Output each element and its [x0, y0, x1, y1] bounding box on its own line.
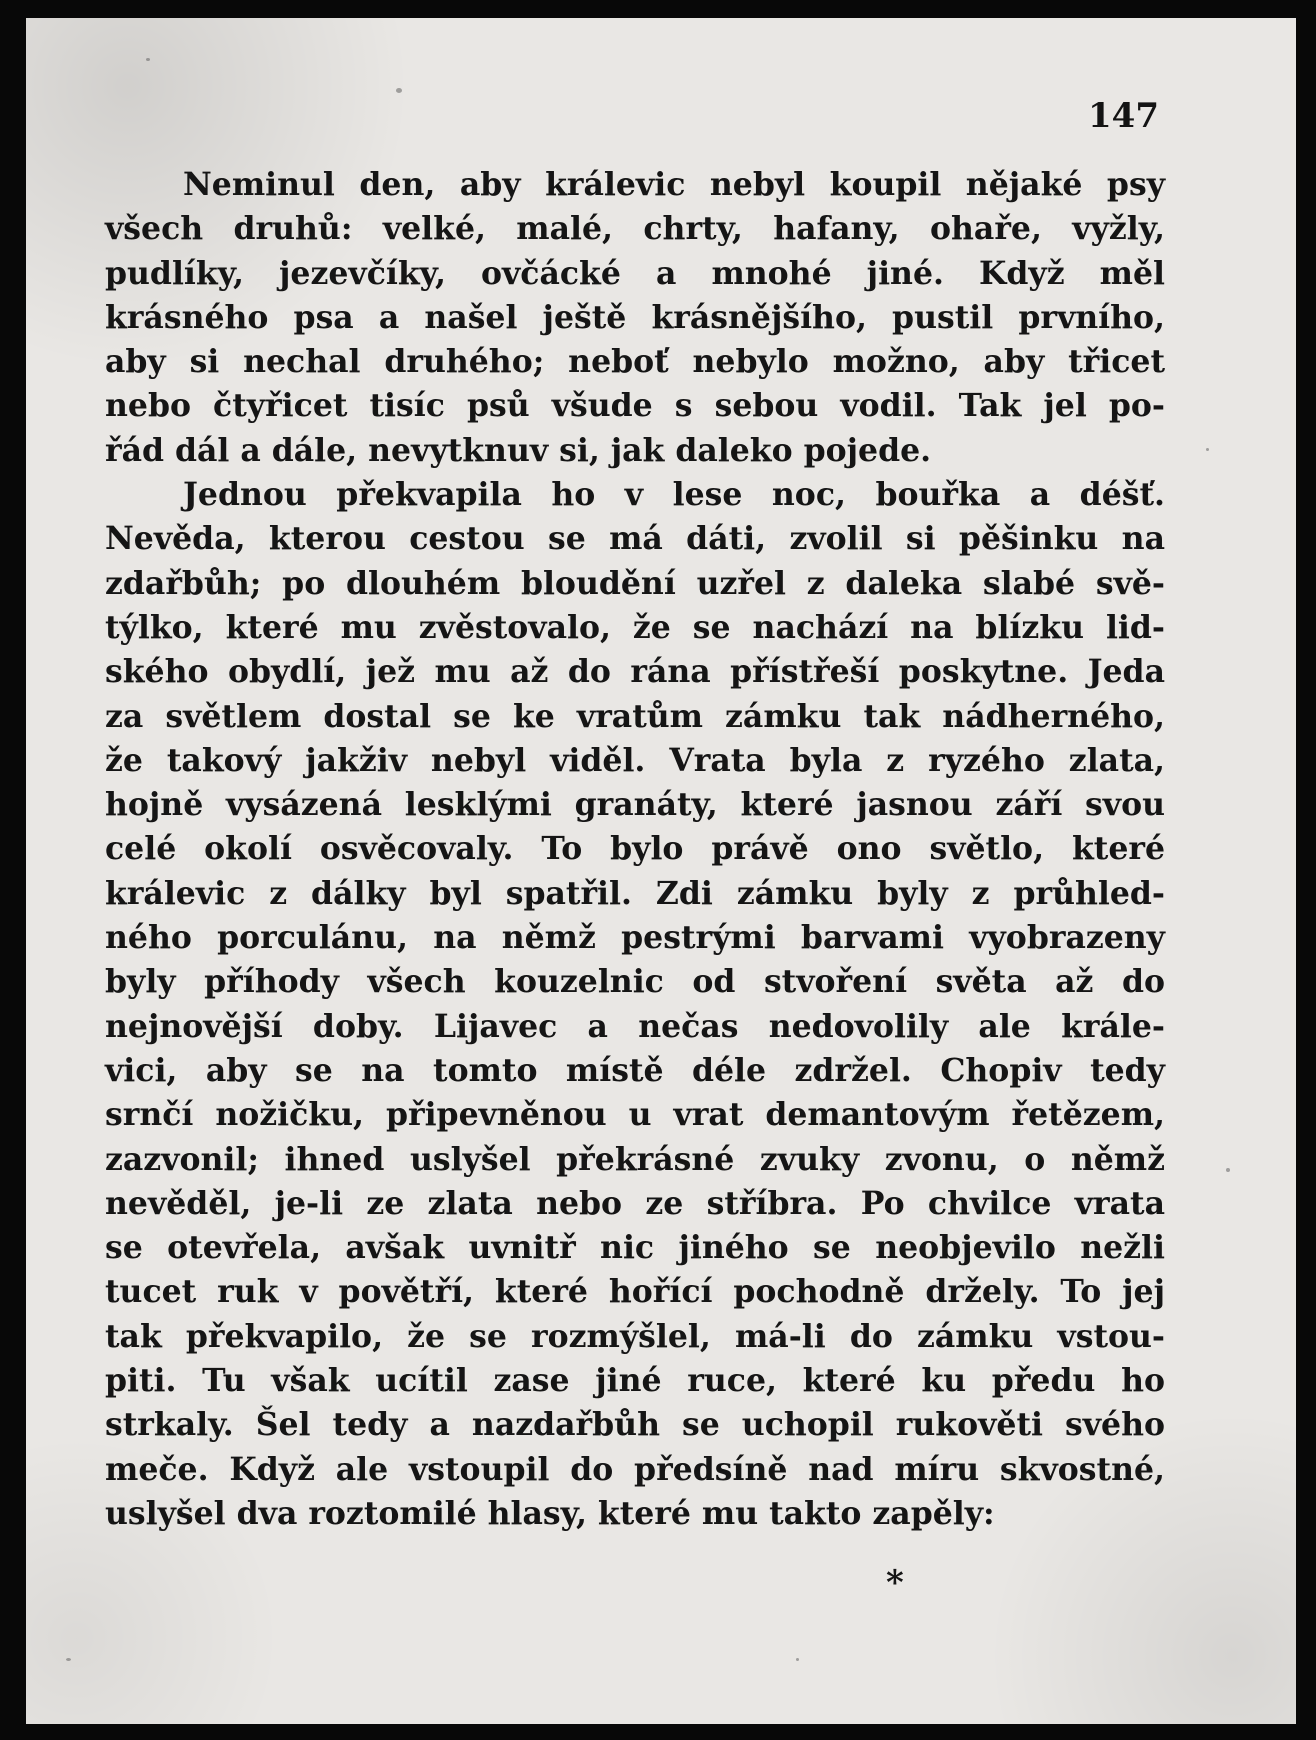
text-line: nevěděl, je-li ze zlata nebo ze stříbra. Po chvilce vrata: [105, 1184, 1165, 1222]
scan-speck: [66, 1658, 71, 1661]
scan-speck: [796, 1658, 799, 1661]
scan-speck: [1226, 1168, 1230, 1172]
page-number: 147: [1088, 96, 1159, 136]
text-line: Jednou překvapila ho v lese noc, bouřka a déšť.: [183, 476, 1165, 514]
scan-speck: [396, 88, 402, 93]
text-line: Neminul den, aby králevic nebyl koupil nějaké psy: [183, 166, 1165, 203]
text-line: ského obydlí, jež mu až do rána přístřeší poskytne. Jeda: [105, 653, 1165, 691]
text-line: krásného psa a našel ještě krásnějšího, pustil prvního,: [105, 298, 1165, 336]
text-line: ného porculánu, na němž pestrými barvami vyobrazeny: [105, 919, 1165, 957]
text-line: meče. Když ale vstoupil do předsíně nad míru skvostné,: [105, 1450, 1165, 1488]
text-line: vici, aby se na tomto místě déle zdržel. Chopiv tedy: [105, 1051, 1165, 1089]
text-line: že takový jakživ nebyl viděl. Vrata byla z ryzého zlata,: [105, 741, 1165, 779]
text-line: aby si nechal druhého; neboť nebylo možno, aby třicet: [105, 343, 1165, 381]
text-line: celé okolí osvěcovaly. To bylo právě ono světlo, které: [105, 830, 1165, 868]
text-line: hojně vysázená lesklými granáty, které jasnou září svou: [105, 786, 1165, 824]
text-line: nebo čtyřicet tisíc psů všude s sebou vodil. Tak jel po-: [105, 387, 1165, 425]
text-line: řád dál a dále, nevytknuv si, jak daleko pojede.: [105, 431, 932, 469]
body-text: [105, 163, 1165, 1536]
text-line: se otevřela, avšak uvnitř nic jiného se neobjevilo nežli: [105, 1229, 1165, 1267]
text-line: byly příhody všech kouzelnic od stvoření světa až do: [105, 963, 1165, 1001]
footer-asterisk: *: [886, 1563, 904, 1603]
text-line: za světlem dostal se ke vratům zámku tak nádherného,: [105, 697, 1165, 735]
text-line: tucet ruk v povětří, které hořící pochodně držely. To jej: [105, 1273, 1165, 1311]
text-line: týlko, které mu zvěstovalo, že se nachází na blízku lid-: [105, 608, 1165, 646]
text-line: všech druhů: velké, malé, chrty, hafany, ohaře, vyžly,: [105, 210, 1165, 248]
text-line: králevic z dálky byl spatřil. Zdi zámku byly z průhled-: [105, 874, 1165, 912]
book-page: [26, 18, 1296, 1724]
text-line: piti. Tu však ucítil zase jiné ruce, které ku předu ho: [105, 1362, 1165, 1400]
text-line: srnčí nožičku, připevněnou u vrat demantovým řetězem,: [105, 1096, 1165, 1134]
text-line: nejnovější doby. Lijavec a nečas nedovolily ale krále-: [105, 1007, 1165, 1045]
text-line: Nevěda, kterou cestou se má dáti, zvolil si pěšinku na: [105, 520, 1165, 558]
text-line: tak překvapilo, že se rozmýšlel, má-li do zámku vstou-: [105, 1317, 1165, 1355]
text-line: zazvonil; ihned uslyšel překrásné zvuky zvonu, o němž: [105, 1140, 1165, 1178]
scan-speck: [146, 58, 150, 61]
text-line: zdařbůh; po dlouhém bloudění uzřel z daleka slabé svě-: [105, 564, 1165, 602]
text-line: pudlíky, jezevčíky, ovčácké a mnohé jiné. Když měl: [105, 254, 1165, 292]
text-line: strkaly. Šel tedy a nazdařbůh se uchopil rukověti svého: [105, 1406, 1165, 1444]
text-line: uslyšel dva roztomilé hlasy, které mu takto zapěly:: [105, 1494, 995, 1532]
scan-speck: [1206, 448, 1209, 451]
